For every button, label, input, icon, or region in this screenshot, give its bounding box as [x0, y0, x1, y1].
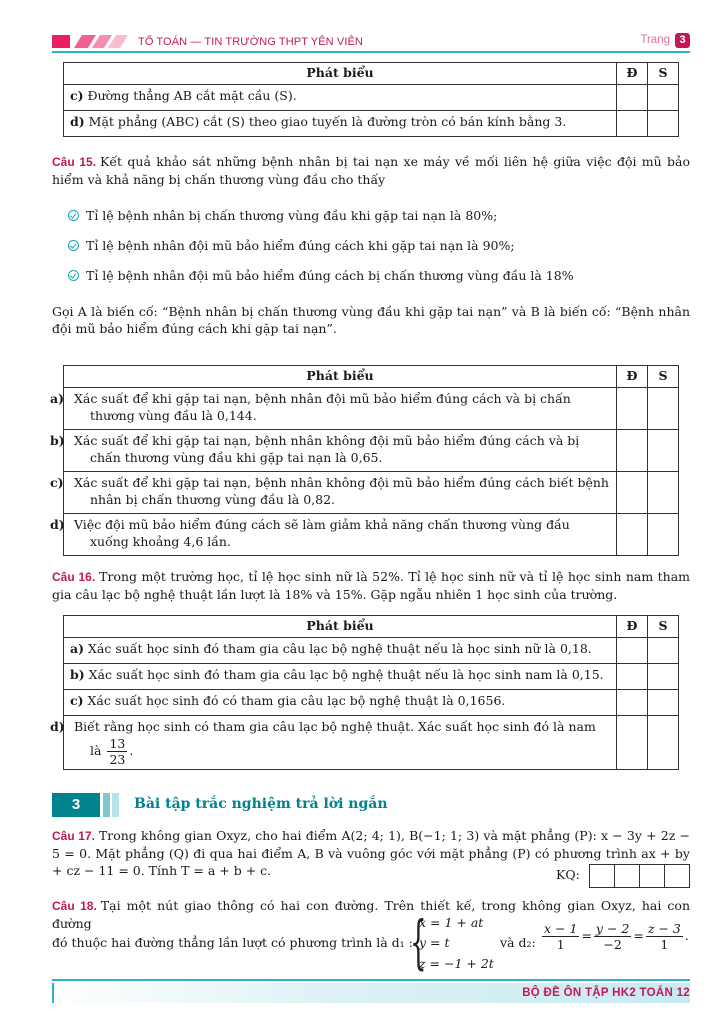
row-label: c)	[70, 693, 84, 708]
header-stripes-decoration	[52, 35, 132, 48]
header-page-label: Trang	[640, 34, 670, 46]
col-false: S	[648, 366, 679, 388]
answer-cell[interactable]	[664, 864, 690, 888]
fraction	[107, 736, 127, 767]
true-checkbox-cell[interactable]	[617, 430, 648, 472]
page-header	[52, 33, 690, 51]
footer-left-rule	[52, 983, 54, 1003]
bullet-text: Tỉ lệ bệnh nhân bị chấn thương vùng đầu khi gặp tai nạn là 80%;	[86, 208, 498, 223]
statement-table-top	[63, 62, 679, 137]
question-15	[52, 153, 690, 188]
table-row	[64, 514, 679, 556]
true-checkbox-cell[interactable]	[617, 388, 648, 430]
row-text: Xác suất học sinh đó có tham gia câu lạc bộ nghệ thuật là 0,1656.	[87, 693, 506, 708]
table-row	[64, 472, 679, 514]
table-row	[64, 690, 679, 716]
d2-equation	[540, 921, 689, 952]
table-header-row	[64, 616, 679, 638]
false-checkbox-cell[interactable]	[648, 430, 679, 472]
col-statement: Phát biểu	[64, 366, 617, 388]
fraction-denominator: −2	[603, 937, 622, 952]
col-true: Đ	[617, 63, 648, 85]
answer-cell[interactable]	[639, 864, 665, 888]
col-false: S	[648, 63, 679, 85]
row-label: c)	[70, 88, 84, 103]
question-text: Trong không gian Oxyz, cho hai điểm A(2; 4; 1), B(−1; 1; 3) và mặt phẳng (P): x − 3y + 2z − 5 = 0. Mặt phẳng (Q) đi qua hai điểm A, B và vuông góc với mặt phẳng (P) có phương trình ax + by + cz − 11 = 0. Tính T = a + b + c.	[52, 828, 691, 878]
fraction-numerator: y − 2	[595, 921, 630, 936]
question-label: Câu 18.	[52, 899, 97, 913]
fraction-numerator: z − 3	[647, 921, 681, 936]
answer-cell[interactable]	[589, 864, 615, 888]
row-text: Xác suất để khi gặp tai nạn, bệnh nhân đội mũ bảo hiểm đúng cách và bị chấn thương vùng đầu là 0,144.	[74, 391, 571, 423]
fraction	[594, 921, 631, 952]
col-true: Đ	[617, 366, 648, 388]
row-text: Biết rằng học sinh có tham gia câu lạc bộ nghệ thuật. Xác suất học sinh đó là nam	[74, 719, 596, 734]
table-header-row	[64, 63, 679, 85]
statement-table-q15	[50, 365, 679, 556]
fraction-denominator: 23	[109, 751, 126, 767]
check-circle-icon	[68, 270, 79, 281]
false-checkbox-cell[interactable]	[648, 638, 679, 664]
question-15-events: Gọi A là biến cố: “Bệnh nhân bị chấn thương vùng đầu khi gặp tai nạn” và B là biến cố: “Bệnh nhân đội mũ bảo hiểm đúng cách khi gặp tai nạn”.	[52, 304, 690, 336]
equals-sign: =	[633, 928, 644, 943]
true-checkbox-cell[interactable]	[617, 85, 648, 111]
row-text: Việc đội mũ bảo hiểm đúng cách sẽ làm giảm khả năng chấn thương vùng đầu xuống khoảng 4,6 lần.	[74, 517, 570, 549]
check-circle-icon	[68, 240, 79, 251]
section-stripe-decoration	[112, 793, 119, 817]
answer-box	[556, 864, 690, 888]
false-checkbox-cell[interactable]	[648, 716, 679, 770]
row-label: a)	[70, 641, 85, 656]
fraction-denominator: 1	[556, 937, 565, 952]
true-checkbox-cell[interactable]	[617, 514, 648, 556]
row-text: Xác suất để khi gặp tai nạn, bệnh nhân không đội mũ bảo hiểm đúng cách biết bệnh nhân bị chấn thương vùng đầu là 0,82.	[74, 475, 609, 507]
statement-cell: a) Xác suất để khi gặp tai nạn, bệnh nhân đội mũ bảo hiểm đúng cách và bị chấn thương vùng đầu là 0,144.	[64, 388, 617, 430]
table-row	[64, 85, 679, 111]
false-checkbox-cell[interactable]	[648, 85, 679, 111]
row-text: Xác suất để khi gặp tai nạn, bệnh nhân không đội mũ bảo hiểm đúng cách và bị chấn thương vùng đầu khi gặp tai nạn là 0,65.	[74, 433, 580, 465]
check-circle-icon	[68, 210, 79, 221]
fraction-denominator: 1	[660, 937, 669, 952]
line-equations	[52, 908, 690, 976]
bullet-text: Tỉ lệ bệnh nhân đội mũ bảo hiểm đúng cách bị chấn thương vùng đầu là 18%	[86, 268, 574, 283]
false-checkbox-cell[interactable]	[648, 514, 679, 556]
table-row	[64, 638, 679, 664]
header-page-number: 3	[675, 33, 690, 48]
list-item	[68, 207, 688, 224]
row-text: Mặt phẳng (ABC) cắt (S) theo giao tuyến là đường tròn có bán kính bằng 3.	[88, 114, 567, 129]
statement-cell: b) Xác suất để khi gặp tai nạn, bệnh nhân không đội mũ bảo hiểm đúng cách và bị chấn thương vùng đầu khi gặp tai nạn là 0,65.	[64, 430, 617, 472]
answer-cells	[590, 864, 690, 888]
false-checkbox-cell[interactable]	[648, 664, 679, 690]
row-text-tail: là	[90, 742, 102, 758]
footer-divider	[52, 979, 690, 981]
question-label: Câu 16.	[52, 570, 96, 584]
statement-table-q16	[50, 615, 679, 770]
question-label: Câu 17.	[52, 829, 95, 843]
statement-cell: d) Việc đội mũ bảo hiểm đúng cách sẽ làm giảm khả năng chấn thương vùng đầu xuống khoảng 4,6 lần.	[64, 514, 617, 556]
true-checkbox-cell[interactable]	[617, 472, 648, 514]
fraction	[646, 921, 683, 952]
statement-cell	[64, 85, 617, 111]
row-text-end: .	[129, 742, 134, 758]
question-text-line2: đó thuộc hai đường thẳng lần lượt có phương trình là d₁ :	[52, 935, 413, 950]
fraction-numerator: 13	[109, 735, 126, 751]
question-text: Trong một trường học, tỉ lệ học sinh nữ là 52%. Tỉ lệ học sinh nữ và tỉ lệ học sinh nam tham gia câu lạc bộ nghệ thuật lần lượt là 18% và 15%. Gặp ngẫu nhiên 1 học sinh của trường.	[52, 569, 690, 602]
true-checkbox-cell[interactable]	[617, 690, 648, 716]
section-number: 3	[52, 793, 100, 817]
true-checkbox-cell[interactable]	[617, 111, 648, 137]
header-title: TỔ TOÁN — TIN TRƯỜNG THPT YÊN VIÊN	[138, 36, 363, 48]
statement-cell	[64, 111, 617, 137]
col-statement: Phát biểu	[64, 616, 617, 638]
header-divider	[52, 51, 690, 53]
question-text: Tại một nút giao thông có hai con đường. Trên thiết kế, trong không gian Oxyz, hai con đường	[52, 898, 691, 931]
table-row	[64, 430, 679, 472]
table-row	[64, 388, 679, 430]
statement-cell	[64, 690, 617, 716]
section-title: Bài tập trắc nghiệm trả lời ngắn	[134, 796, 388, 812]
col-true: Đ	[617, 616, 648, 638]
question-16	[52, 568, 690, 603]
false-checkbox-cell[interactable]	[648, 111, 679, 137]
row-label: b)	[70, 667, 85, 682]
system-equation: z = −1 + 2t	[419, 956, 494, 971]
table-row	[64, 716, 679, 770]
statement-cell: c) Xác suất để khi gặp tai nạn, bệnh nhân không đội mũ bảo hiểm đúng cách biết bệnh nhân bị chấn thương vùng đầu là 0,82.	[64, 472, 617, 514]
bullet-text: Tỉ lệ bệnh nhân đội mũ bảo hiểm đúng cách khi gặp tai nạn là 90%;	[86, 238, 515, 253]
system-brace: {	[410, 908, 427, 976]
fraction-numerator: x − 1	[544, 921, 578, 936]
question-label: Câu 15.	[52, 155, 97, 169]
true-checkbox-cell[interactable]	[617, 716, 648, 770]
false-checkbox-cell[interactable]	[648, 472, 679, 514]
table-row	[64, 111, 679, 137]
equation-end: .	[684, 928, 689, 943]
row-text: Đường thẳng AB cắt mặt cầu (S).	[87, 88, 297, 103]
table-header-row	[64, 366, 679, 388]
list-item	[68, 237, 688, 254]
system-equation: x = 1 + at	[419, 915, 484, 930]
footer-title: BỘ ĐỀ ÔN TẬP HK2 TOÁN 12	[522, 987, 690, 999]
table-row	[64, 664, 679, 690]
false-checkbox-cell[interactable]	[648, 388, 679, 430]
answer-cell[interactable]	[614, 864, 640, 888]
system-equation: y = t	[419, 935, 450, 950]
list-item	[68, 267, 688, 284]
equals-sign: =	[581, 928, 592, 943]
question-text: Kết quả khảo sát những bệnh nhân bị tai nạn xe máy về mối liên hệ giữa việc đội mũ bảo hiểm và khả năng bị chấn thương vùng đầu cho thấy	[52, 154, 690, 187]
false-checkbox-cell[interactable]	[648, 690, 679, 716]
col-statement: Phát biểu	[64, 63, 617, 85]
statement-cell	[64, 664, 617, 690]
row-label: d)	[70, 114, 85, 129]
fraction	[542, 921, 579, 952]
section-stripe-decoration	[103, 793, 110, 817]
row-text: Xác suất học sinh đó tham gia câu lạc bộ nghệ thuật nếu là học sinh nam là 0,15.	[88, 667, 604, 682]
col-false: S	[648, 616, 679, 638]
true-checkbox-cell[interactable]	[617, 664, 648, 690]
section-header	[52, 793, 690, 817]
statement-cell: d) Biết rằng học sinh có tham gia câu lạc bộ nghệ thuật. Xác suất học sinh đó là nam là $\frac{13}{23}$ .	[64, 716, 617, 770]
statement-cell	[64, 638, 617, 664]
answer-label: KQ:	[556, 867, 580, 882]
d2-label: và d₂:	[500, 935, 536, 950]
true-checkbox-cell[interactable]	[617, 638, 648, 664]
row-text: Xác suất học sinh đó tham gia câu lạc bộ nghệ thuật nếu là học sinh nữ là 0,18.	[88, 641, 592, 656]
